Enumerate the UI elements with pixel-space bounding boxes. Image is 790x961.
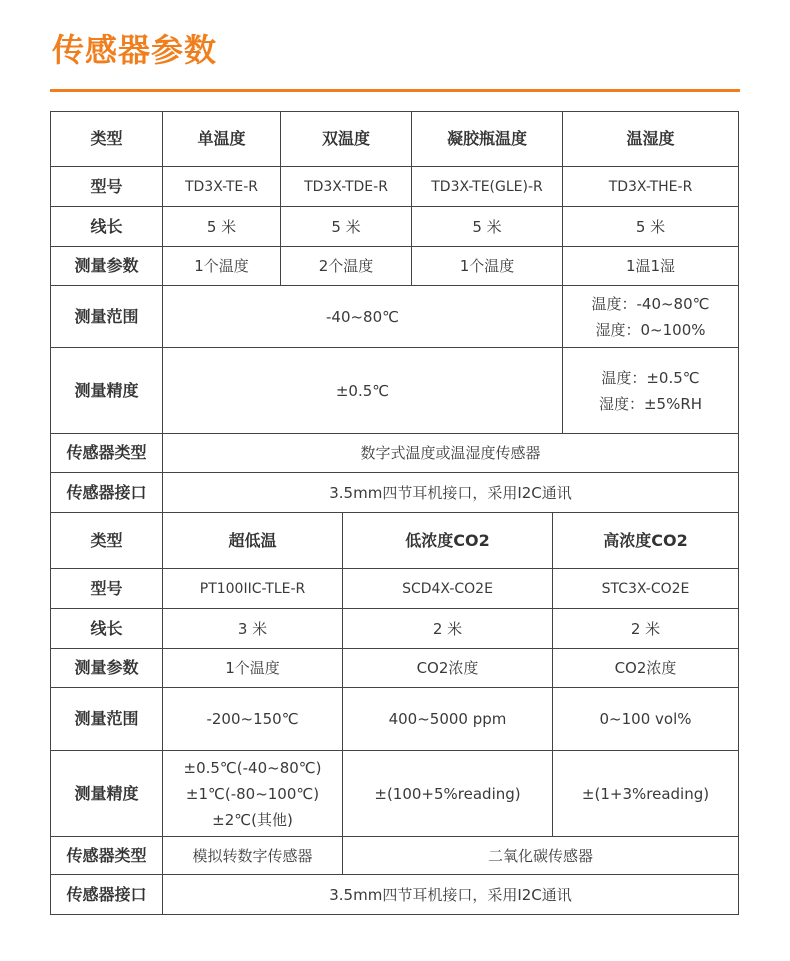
accuracy-th-humidity: 湿度：±5%RH <box>598 394 703 413</box>
interface-value: 3.5mm四节耳机接口，采用I2C通讯 <box>163 473 739 513</box>
table-row-type <box>51 513 739 569</box>
row-label-sensor-type: 传感器类型 <box>51 434 163 473</box>
params-dual-temp: 2个温度 <box>281 247 412 286</box>
range-high-co2: 0~100 vol% <box>553 688 739 751</box>
length-low-co2: 2 米 <box>343 609 553 649</box>
row-label-length: 线长 <box>51 609 163 649</box>
row-label-model: 型号 <box>51 569 163 609</box>
accuracy-ultra-low-line-1: ±0.5℃(-40~80℃) <box>183 758 322 777</box>
model-gel-bottle-temp: TD3X-TE(GLE)-R <box>412 167 563 207</box>
table-row-length <box>51 609 739 649</box>
type-dual-temp: 双温度 <box>281 112 412 167</box>
table-row-params <box>51 649 739 688</box>
range-temp-sensors: -40~80℃ <box>163 286 563 348</box>
type-ultra-low-temp: 超低温 <box>163 513 343 569</box>
type-temp-humidity: 温湿度 <box>563 112 739 167</box>
sensor-type-co2: 二氧化碳传感器 <box>343 837 739 875</box>
params-gel-bottle-temp: 1个温度 <box>412 247 563 286</box>
table-row-params <box>51 247 739 286</box>
interface-value: 3.5mm四节耳机接口，采用I2C通讯 <box>163 875 739 915</box>
table-row-accuracy <box>51 751 739 837</box>
model-high-co2: STC3X-CO2E <box>553 569 739 609</box>
params-temp-humidity: 1温1湿 <box>563 247 739 286</box>
params-low-co2: CO2浓度 <box>343 649 553 688</box>
row-label-accuracy: 测量精度 <box>51 348 163 434</box>
length-dual-temp: 5 米 <box>281 207 412 247</box>
row-label-params: 测量参数 <box>51 247 163 286</box>
table-row-range <box>51 688 739 751</box>
table-row-sensor-type <box>51 434 739 473</box>
length-high-co2: 2 米 <box>553 609 739 649</box>
accuracy-ultra-low-temp <box>163 751 343 837</box>
params-single-temp: 1个温度 <box>163 247 281 286</box>
row-label-interface: 传感器接口 <box>51 875 163 915</box>
row-label-params: 测量参数 <box>51 649 163 688</box>
table-row-accuracy <box>51 348 739 434</box>
type-low-co2: 低浓度CO2 <box>343 513 553 569</box>
params-high-co2: CO2浓度 <box>553 649 739 688</box>
spec-table-1 <box>50 111 739 513</box>
accuracy-high-co2: ±(1+3%reading) <box>553 751 739 837</box>
row-label-length: 线长 <box>51 207 163 247</box>
sensor-type-ultra-low: 模拟转数字传感器 <box>163 837 343 875</box>
length-single-temp: 5 米 <box>163 207 281 247</box>
title-underline <box>50 89 740 92</box>
table-row-type <box>51 112 739 167</box>
model-temp-humidity: TD3X-THE-R <box>563 167 739 207</box>
type-high-co2: 高浓度CO2 <box>553 513 739 569</box>
range-low-co2: 400~5000 ppm <box>343 688 553 751</box>
params-ultra-low-temp: 1个温度 <box>163 649 343 688</box>
table-row-length <box>51 207 739 247</box>
type-single-temp: 单温度 <box>163 112 281 167</box>
row-label-accuracy: 测量精度 <box>51 751 163 837</box>
accuracy-low-co2: ±(100+5%reading) <box>343 751 553 837</box>
table-row-model <box>51 569 739 609</box>
table-row-interface <box>51 473 739 513</box>
model-ultra-low-temp: PT100IIC-TLE-R <box>163 569 343 609</box>
table-row-model <box>51 167 739 207</box>
row-label-model: 型号 <box>51 167 163 207</box>
accuracy-th-temp: 温度：±0.5℃ <box>601 368 700 387</box>
accuracy-ultra-low-line-2: ±1℃(-80~100℃) <box>185 784 320 803</box>
model-dual-temp: TD3X-TDE-R <box>281 167 412 207</box>
row-label-type: 类型 <box>51 112 163 167</box>
spec-table-2 <box>50 512 739 915</box>
sensor-type-value: 数字式温度或温湿度传感器 <box>163 434 739 473</box>
length-temp-humidity: 5 米 <box>563 207 739 247</box>
accuracy-temp-humidity <box>563 348 739 434</box>
accuracy-temp-sensors: ±0.5℃ <box>163 348 563 434</box>
accuracy-ultra-low-line-3: ±2℃(其他) <box>212 810 293 829</box>
type-gel-bottle-temp: 凝胶瓶温度 <box>412 112 563 167</box>
row-label-range: 测量范围 <box>51 688 163 751</box>
row-label-interface: 传感器接口 <box>51 473 163 513</box>
table-row-range <box>51 286 739 348</box>
range-ultra-low-temp: -200~150℃ <box>163 688 343 751</box>
table-row-sensor-type <box>51 837 739 875</box>
range-th-humidity: 湿度：0~100% <box>595 320 706 339</box>
row-label-range: 测量范围 <box>51 286 163 348</box>
page-title: 传感器参数 <box>52 31 218 69</box>
row-label-type: 类型 <box>51 513 163 569</box>
model-low-co2: SCD4X-CO2E <box>343 569 553 609</box>
row-label-sensor-type: 传感器类型 <box>51 837 163 875</box>
range-temp-humidity <box>563 286 739 348</box>
length-gel-bottle-temp: 5 米 <box>412 207 563 247</box>
length-ultra-low-temp: 3 米 <box>163 609 343 649</box>
model-single-temp: TD3X-TE-R <box>163 167 281 207</box>
range-th-temp: 温度：-40~80℃ <box>591 294 710 313</box>
table-row-interface <box>51 875 739 915</box>
